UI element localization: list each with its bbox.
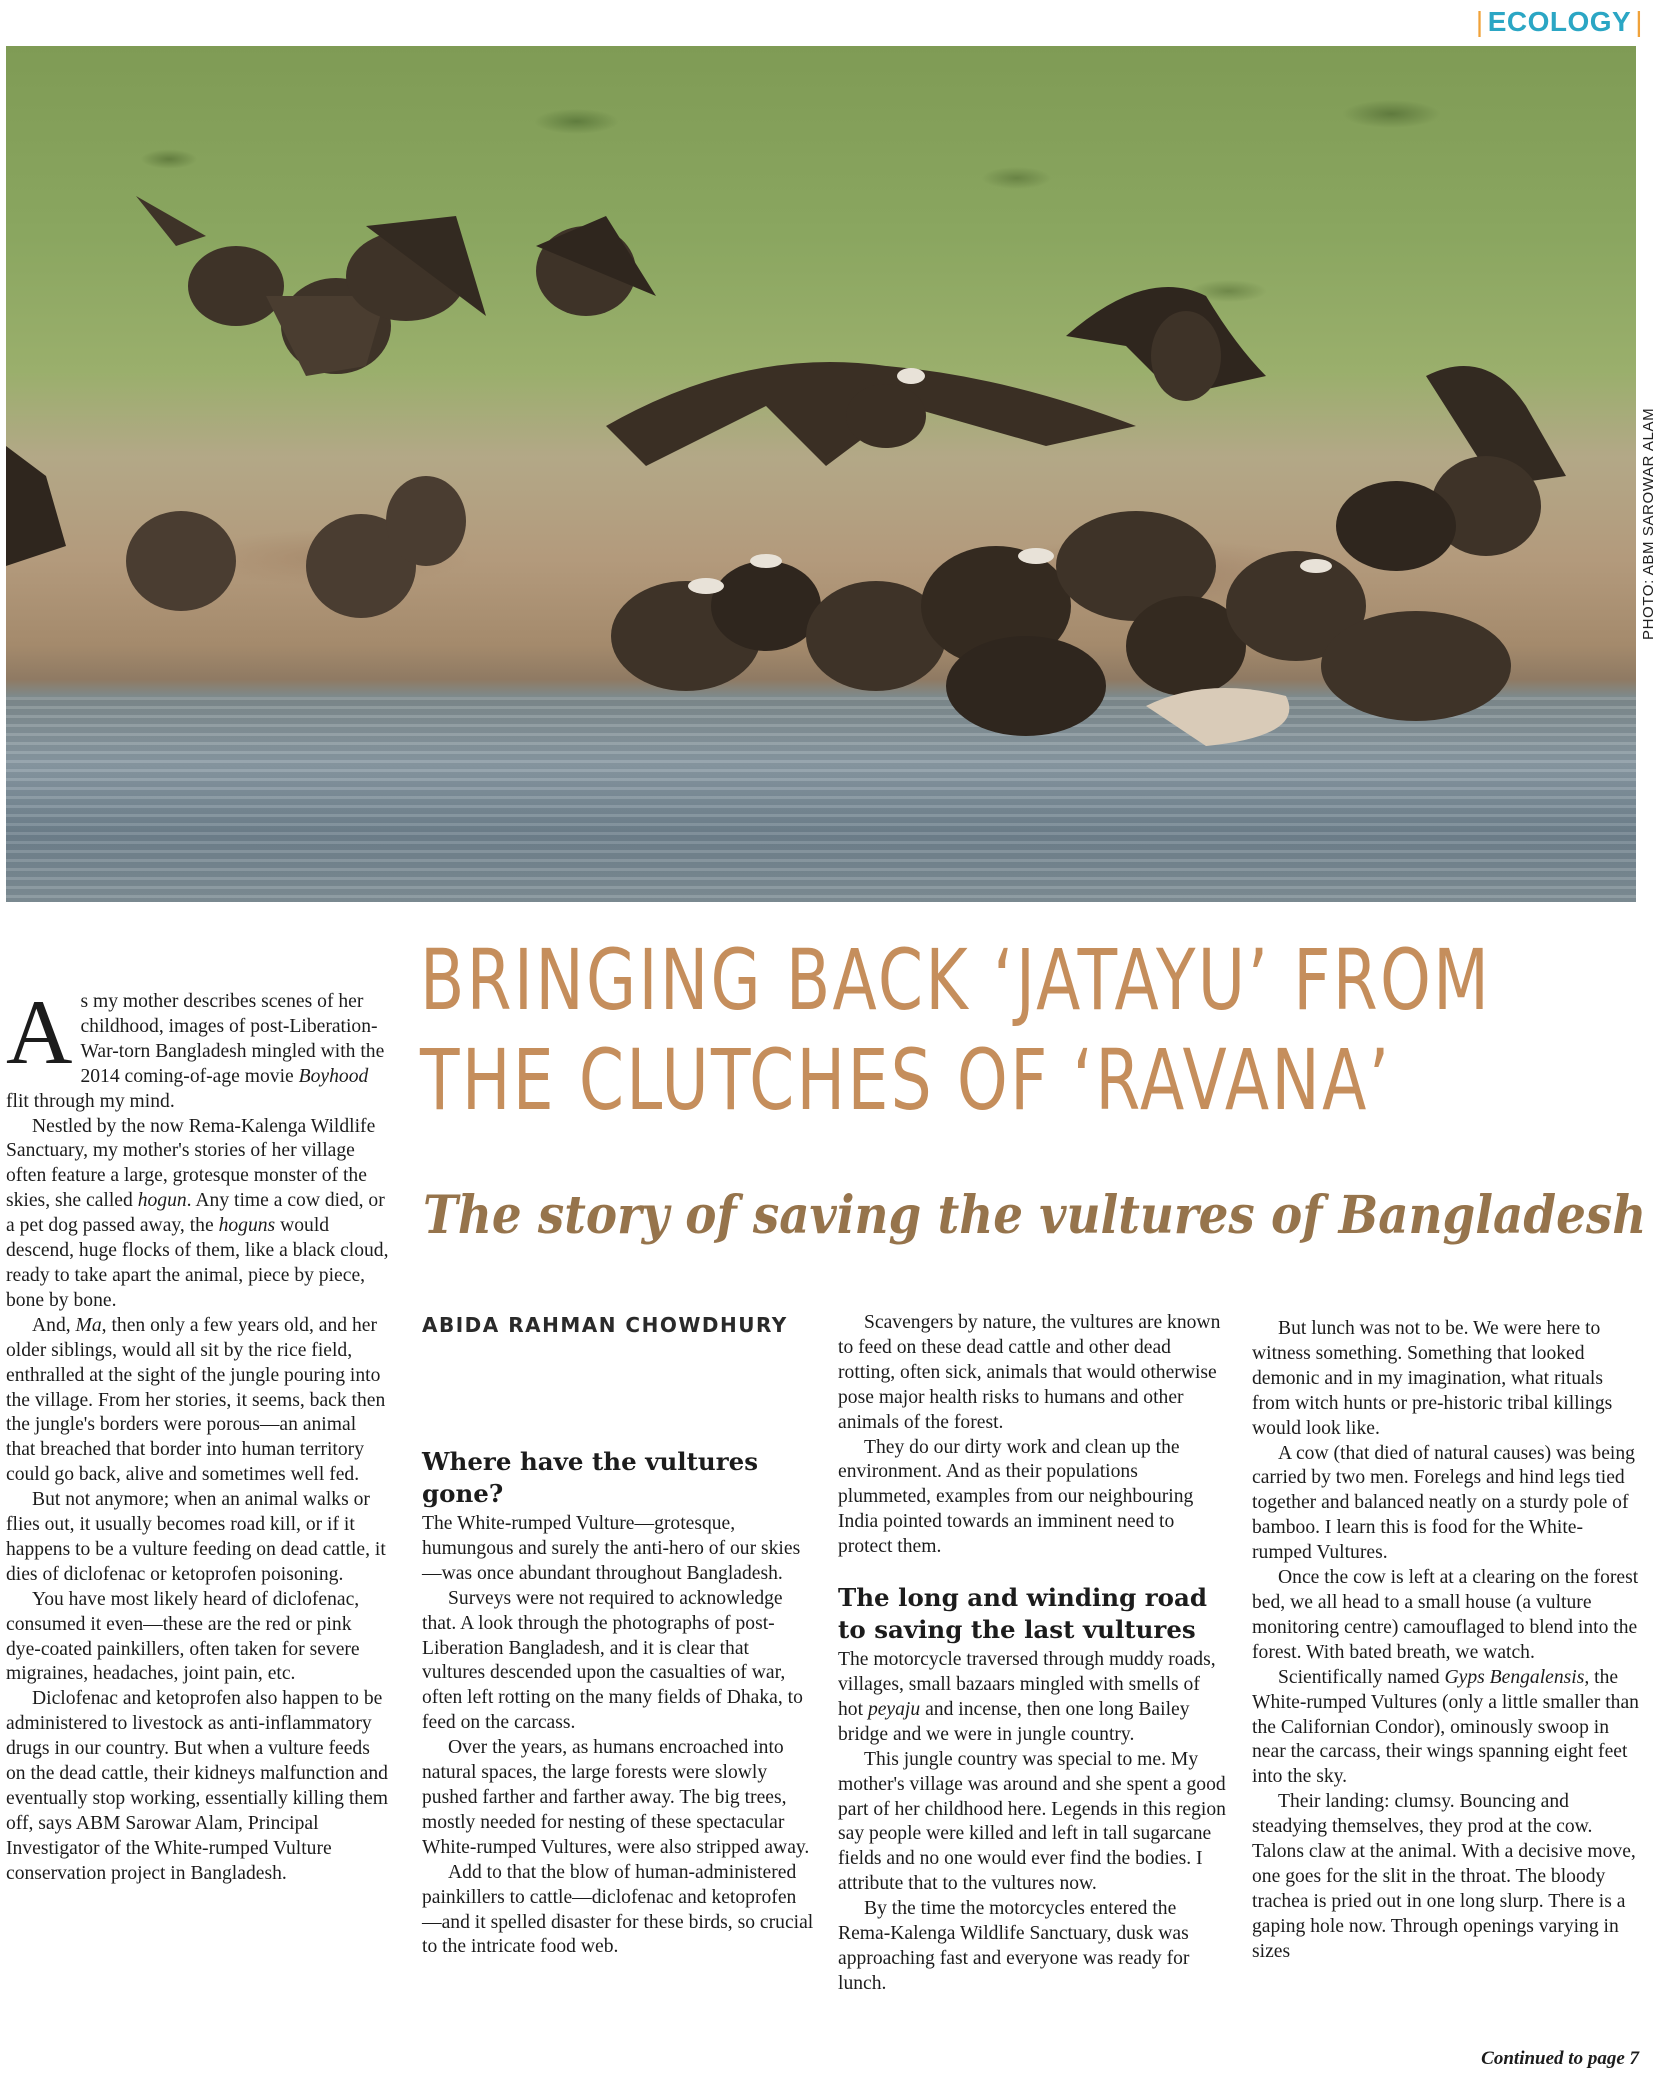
section-separator-left: | xyxy=(1475,6,1484,37)
article-column-3 xyxy=(838,1311,1228,1997)
section-name: ECOLOGY xyxy=(1487,6,1632,37)
text: Scientifically named xyxy=(1278,1666,1445,1688)
subheadline: The story of saving the vultures of Bangladesh xyxy=(423,1185,1647,1246)
paragraph: Scavengers by nature, the vultures are known to feed on these dead cattle and other dead rotting, often sick, animals that would otherwise pose major health risks to humans and other animals of the forest. xyxy=(838,1312,1221,1433)
drop-cap: A xyxy=(6,981,73,1083)
text: Nestled by the now Rema-Kalenga Wildlife Sanctuary, my mother's stories of her village often feature a large, grotesque monster of the skies, she called xyxy=(6,1115,376,1212)
text: And, xyxy=(32,1314,76,1336)
text: The motorcycle traversed through muddy roads, villages, small bazaars mingled with smells of hot xyxy=(838,1649,1216,1720)
italic-text: Ma xyxy=(75,1314,102,1336)
paragraph: Diclofenac and ketoprofen also happen to be administered to livestock as anti-inflammatory drugs in our country. But when a vulture feeds on the dead cattle, their kidneys malfunction and eventually stop working, essentially killing them off, says ABM Sarowar Alam, Principal Investigator of the White-rumped Vulture conservation project in Bangladesh. xyxy=(6,1688,389,1884)
paragraph: The White-rumped Vulture—grotesque, humungous and surely the anti-hero of our skies—was once abundant throughout Bangladesh. xyxy=(422,1513,801,1584)
headline xyxy=(420,930,1492,1130)
paragraph xyxy=(1252,1666,1642,1791)
section-label xyxy=(1472,6,1647,38)
italic-text: Gyps Bengalensis, xyxy=(1444,1666,1590,1688)
paragraph: Their landing: clumsy. Bouncing and steadying themselves, they prod at the cow. Talons claw at the animal. With a decisive move, one goes for the slit in the throat. The bloody trachea is pried out in one long slurp. There is a gaping hole now. Through openings varying in sizes xyxy=(1252,1791,1636,1962)
article-column-4 xyxy=(1252,1317,1642,1965)
article-column-2 xyxy=(422,1446,814,1960)
section-heading: Where have the vultures gone? xyxy=(422,1447,759,1508)
paragraph: Surveys were not required to acknowledge that. A look through the photographs of post-Liberation Bangladesh, and it is clear that vultures descended upon the casualties of war, often left rotting on the many fields of Dhaka, to feed on the carcass. xyxy=(422,1587,803,1734)
vultures-photo xyxy=(6,46,1636,902)
text: would descend, huge flocks of them, like a black cloud, ready to take apart the animal, piece by piece, bone by bone. xyxy=(6,1215,389,1311)
paragraph: Over the years, as humans encroached into natural spaces, the large forests were slowly pushed farther and farther away. The big trees, mostly needed for nesting of these spectacular White-rumped Vultures, were also stripped away. xyxy=(422,1737,810,1858)
paragraph xyxy=(6,1115,390,1314)
italic-text: peyaju xyxy=(867,1698,921,1720)
paragraph: By the time the motorcycles entered the Rema-Kalenga Wildlife Sanctuary, dusk was approaching fast and everyone was ready for lunch. xyxy=(838,1898,1190,1994)
vulture-flock xyxy=(6,46,1636,902)
text: s my mother describes scenes of her childhood, images of post-Liberation-War-torn Bangladesh mingled with the 2014 coming-of-age movie xyxy=(80,991,385,1087)
text: , then only a few years old, and her older siblings, would all sit by the rice field, enthralled at the sight of the jungle pouring into the village. From her stories, it seems, back then the jungle's borders were porous—an animal that breached that border into human territory could go back, alive and sometimes well fed. xyxy=(6,1314,386,1486)
paragraph: They do our dirty work and clean up the environment. And as their populations plummeted, examples from our neighbouring India pointed towards an imminent need to protect them. xyxy=(838,1436,1194,1558)
byline: ABIDA RAHMAN CHOWDHURY xyxy=(422,1313,788,1337)
article-column-1 xyxy=(6,981,390,1887)
paragraph: This jungle country was special to me. My mother's village was around and she spent a good part of her childhood here. Legends in this region say people were killed and left in tall sugarcane fields and no one would ever find the bodies. I attribute that to the vultures now. xyxy=(838,1748,1226,1895)
paragraph: Add to that the blow of human-administered painkillers to cattle—diclofenac and ketoprofen—and it spelled disaster for these birds, so crucial to the intricate food web. xyxy=(422,1861,814,1958)
paragraph: Once the cow is left at a clearing on the forest bed, we all head to a small house (a vulture monitoring centre) camouflaged to blend into the forest. With bated breath, we watch. xyxy=(1252,1567,1639,1663)
paragraph xyxy=(6,1314,390,1488)
paragraph: But not anymore; when an animal walks or flies out, it usually becomes road kill, or if it happens to be a vulture feeding on dead cattle, it dies of diclofenac or ketoprofen poisoning. xyxy=(6,1489,386,1585)
text: the White-rumped Vultures (only a little smaller than the Californian Condor), ominously swoop in near the carcass, their wings spanning eight feet into the sky. xyxy=(1252,1666,1639,1788)
section-heading: The long and winding road to saving the last vultures xyxy=(838,1583,1208,1645)
italic-text: hogun xyxy=(137,1190,187,1212)
text: flit through my mind. xyxy=(6,1090,175,1112)
section-separator-right: | xyxy=(1635,6,1643,37)
italic-text: Boyhood xyxy=(298,1065,369,1087)
text: . Any time a cow died, or a pet dog passed away, the xyxy=(6,1190,385,1237)
headline-line-2: THE CLUTCHES OF ‘RAVANA’ xyxy=(420,1031,1392,1129)
paragraph: A cow (that died of natural causes) was being carried by two men. Forelegs and hind legs tied together and balanced neatly on a sturdy pole of bamboo. I learn this is food for the White-rumped Vultures. xyxy=(1252,1442,1635,1564)
paragraph xyxy=(6,981,390,1115)
paragraph: You have most likely heard of diclofenac, consumed it even—these are the red or pink dye-coated painkillers, often taken for severe migraines, headaches, joint pain, etc. xyxy=(6,1588,360,1685)
paragraph: But lunch was not to be. We were here to witness something. Something that looked demonic and in my imagination, what rituals from witch hunts or pre-historic tribal killings would look like. xyxy=(1252,1318,1613,1439)
text: and incense, then one long Bailey bridge and we were in jungle country. xyxy=(838,1698,1190,1745)
photo-credit: PHOTO: ABM SAROWAR ALAM xyxy=(1640,407,1657,640)
italic-text: hoguns xyxy=(218,1215,276,1237)
continued-link[interactable]: Continued to page 7 xyxy=(1481,2048,1639,2069)
headline-line-1: BRINGING BACK ‘JATAYU’ FROM xyxy=(420,931,1492,1029)
paragraph xyxy=(838,1648,1228,1748)
